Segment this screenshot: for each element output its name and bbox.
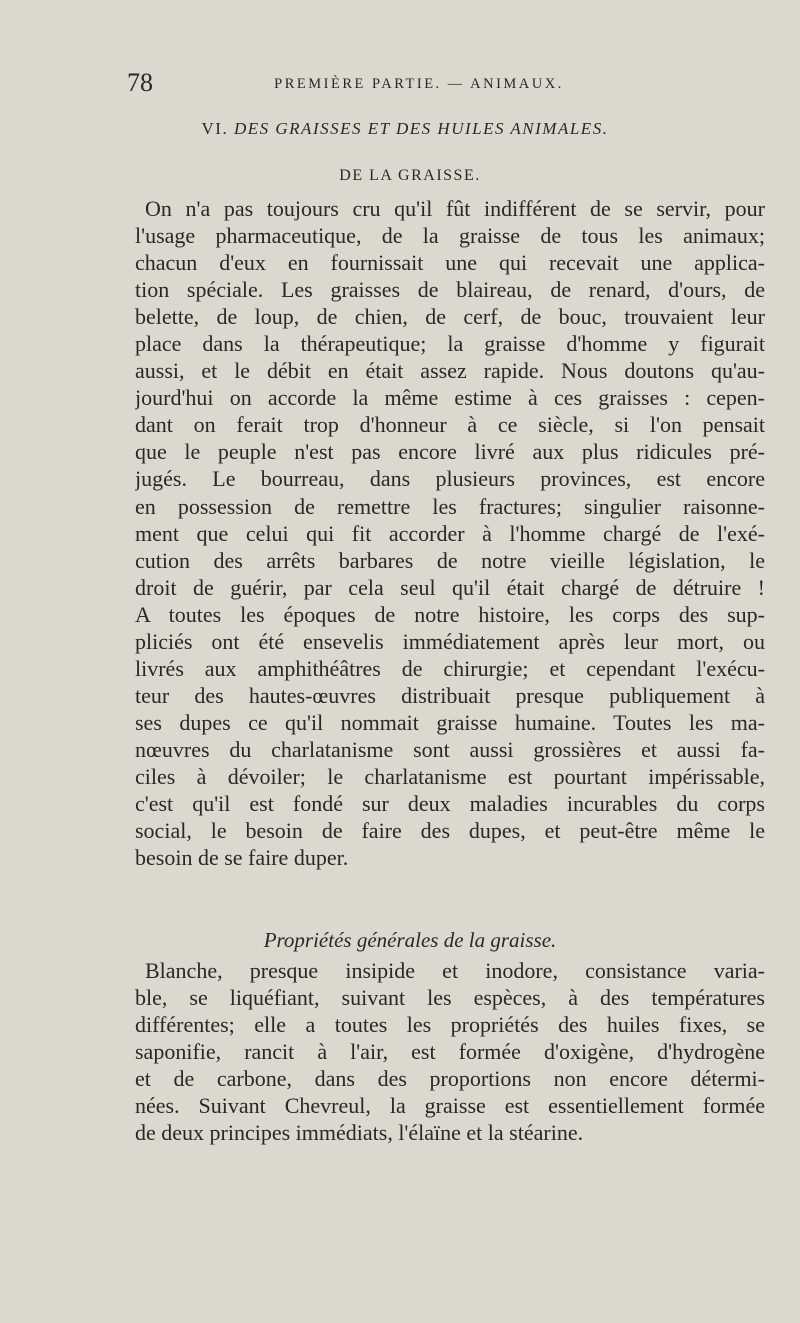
text-line: droit de guérir, par cela seul qu'il était chargé de détruire !	[135, 574, 765, 600]
running-head: PREMIÈRE PARTIE. — ANIMAUX.	[274, 76, 564, 92]
section-number: VI.	[201, 119, 229, 138]
text-line: tion spéciale. Les graisses de blaireau, de renard, d'ours, de	[135, 277, 765, 303]
text-line: c'est qu'il est fondé sur deux maladies incurables du corps	[135, 791, 765, 817]
subheading: Propriétés générales de la graisse.	[263, 928, 557, 952]
section-title	[0, 119, 800, 139]
text-line: place dans la thérapeutique; la graisse d'homme y figurait	[135, 331, 765, 357]
text-line: aussi, et le débit en était assez rapide. Nous doutons qu'au-	[135, 358, 765, 384]
text-line: ble, se liquéfiant, suivant les espèces, à des températures	[135, 985, 765, 1011]
text-line: saponifie, rancit à l'air, est formée d'oxigène, d'hydrogène	[135, 1039, 765, 1065]
text-line: pliciés ont été ensevelis immédiatement après leur mort, ou	[135, 628, 765, 654]
text-line: livrés aux amphithéâtres de chirurgie; et cependant l'exécu-	[135, 655, 765, 681]
text-line: Blanche, presque insipide et inodore, consistance varia-	[145, 958, 765, 983]
text-line: social, le besoin de faire des dupes, et peut-être même le	[135, 818, 765, 844]
text-line: nœuvres du charlatanisme sont aussi grossières et aussi fa-	[135, 736, 765, 762]
text-line: besoin de se faire duper.	[135, 845, 349, 871]
text-line: teur des hautes-œuvres distribuait presque publiquement à	[135, 682, 765, 708]
text-line: ciles à dévoiler; le charlatanisme est pourtant impérissable,	[135, 763, 765, 789]
text-line: belette, de loup, de chien, de cerf, de bouc, trouvaient leur	[135, 304, 765, 330]
text-line: de deux principes immédiats, l'élaïne et la stéarine.	[135, 1120, 584, 1146]
text-line: différentes; elle a toutes les propriétés des huiles fixes, se	[135, 1012, 765, 1038]
paragraph-1	[135, 195, 765, 871]
text-line: On n'a pas toujours cru qu'il fût indifférent de se servir, pour	[145, 196, 765, 221]
text-line: que le peuple n'est pas encore livré aux plus ridicules pré-	[135, 439, 765, 465]
text-line: A toutes les époques de notre histoire, les corps des sup-	[135, 601, 765, 627]
section-title-text: DES GRAISSES ET DES HUILES ANIMALES.	[233, 119, 609, 138]
text-line: ment que celui qui fit accorder à l'homme chargé de l'exé-	[135, 520, 765, 546]
text-line: jourd'hui on accorde la même estime à ces graisses : cepen-	[135, 385, 765, 411]
text-line: ses dupes ce qu'il nommait graisse humaine. Toutes les ma-	[135, 709, 765, 735]
paragraph-2	[135, 957, 765, 1146]
text-line: jugés. Le bourreau, dans plusieurs provinces, est encore	[135, 466, 765, 492]
section-subtitle: DE LA GRAISSE.	[339, 167, 481, 184]
text-line: en possession de remettre les fractures; singulier raisonne-	[135, 493, 765, 519]
text-line: chacun d'eux en fournissait une qui recevait une applica-	[135, 250, 765, 276]
text-line: cution des arrêts barbares de notre vieille législation, le	[135, 547, 765, 573]
text-line: l'usage pharmaceutique, de la graisse de tous les animaux;	[135, 223, 765, 249]
text-line: et de carbone, dans des proportions non encore détermi-	[135, 1066, 765, 1092]
page-number: 78	[127, 68, 153, 97]
text-line: nées. Suivant Chevreul, la graisse est essentiellement formée	[135, 1093, 765, 1119]
text-line: dant on ferait trop d'honneur à ce siècle, si l'on pensait	[135, 412, 765, 438]
